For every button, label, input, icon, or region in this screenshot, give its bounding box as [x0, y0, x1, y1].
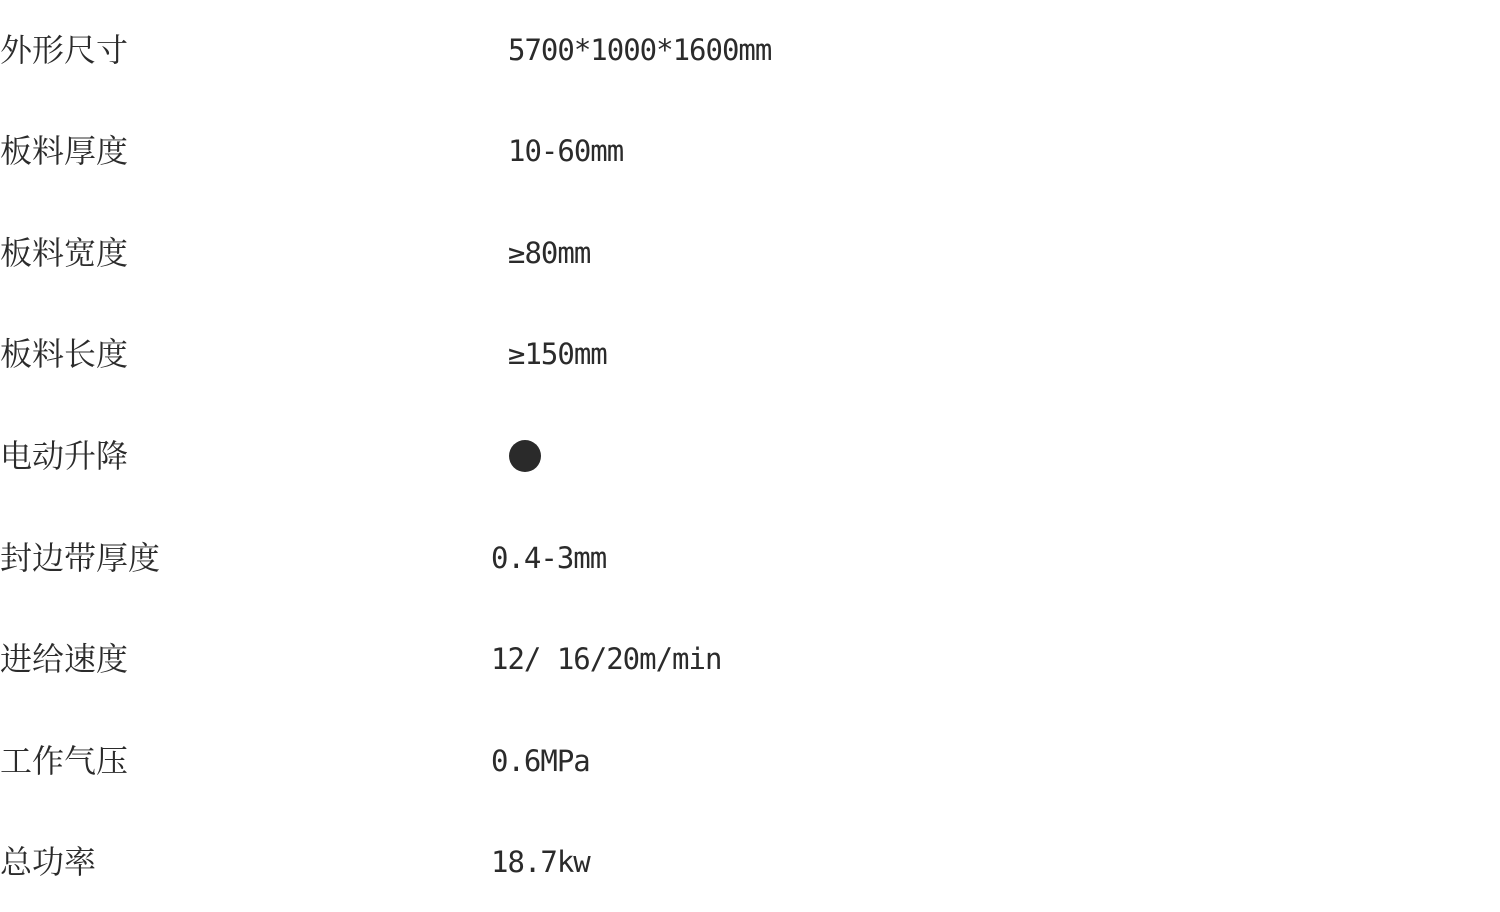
- spec-value: 18.7kw: [491, 845, 590, 879]
- spec-value: 5700*1000*1600mm: [508, 33, 772, 67]
- spec-row-air-pressure: [0, 731, 1500, 791]
- spec-label: 进给速度: [0, 640, 129, 678]
- spec-label: 板料长度: [0, 335, 129, 373]
- spec-row-dimensions: [0, 20, 1500, 80]
- spec-label: 板料厚度: [0, 132, 129, 170]
- spec-label: 总功率: [0, 843, 97, 881]
- spec-label: 封边带厚度: [0, 539, 161, 577]
- spec-label: 工作气压: [0, 742, 129, 780]
- spec-row-edge-band-thickness: [0, 528, 1500, 588]
- spec-label: 板料宽度: [0, 234, 129, 272]
- spec-row-electric-lift: [0, 426, 1500, 486]
- filled-circle-icon: [509, 440, 541, 472]
- spec-label: 电动升降: [0, 437, 129, 475]
- spec-value: 0.6MPa: [491, 744, 590, 778]
- spec-row-board-width: [0, 223, 1500, 283]
- spec-row-total-power: [0, 832, 1500, 892]
- spec-value: ≥150mm: [508, 337, 607, 371]
- spec-value: 12/ 16/20m/min: [491, 642, 722, 676]
- spec-row-feed-speed: [0, 629, 1500, 689]
- spec-value: 0.4-3mm: [491, 541, 607, 575]
- spec-row-board-thickness: [0, 121, 1500, 181]
- spec-label: 外形尺寸: [0, 31, 129, 69]
- spec-value: ≥80mm: [508, 236, 591, 270]
- spec-value: 10-60mm: [508, 134, 624, 168]
- spec-row-board-length: [0, 324, 1500, 384]
